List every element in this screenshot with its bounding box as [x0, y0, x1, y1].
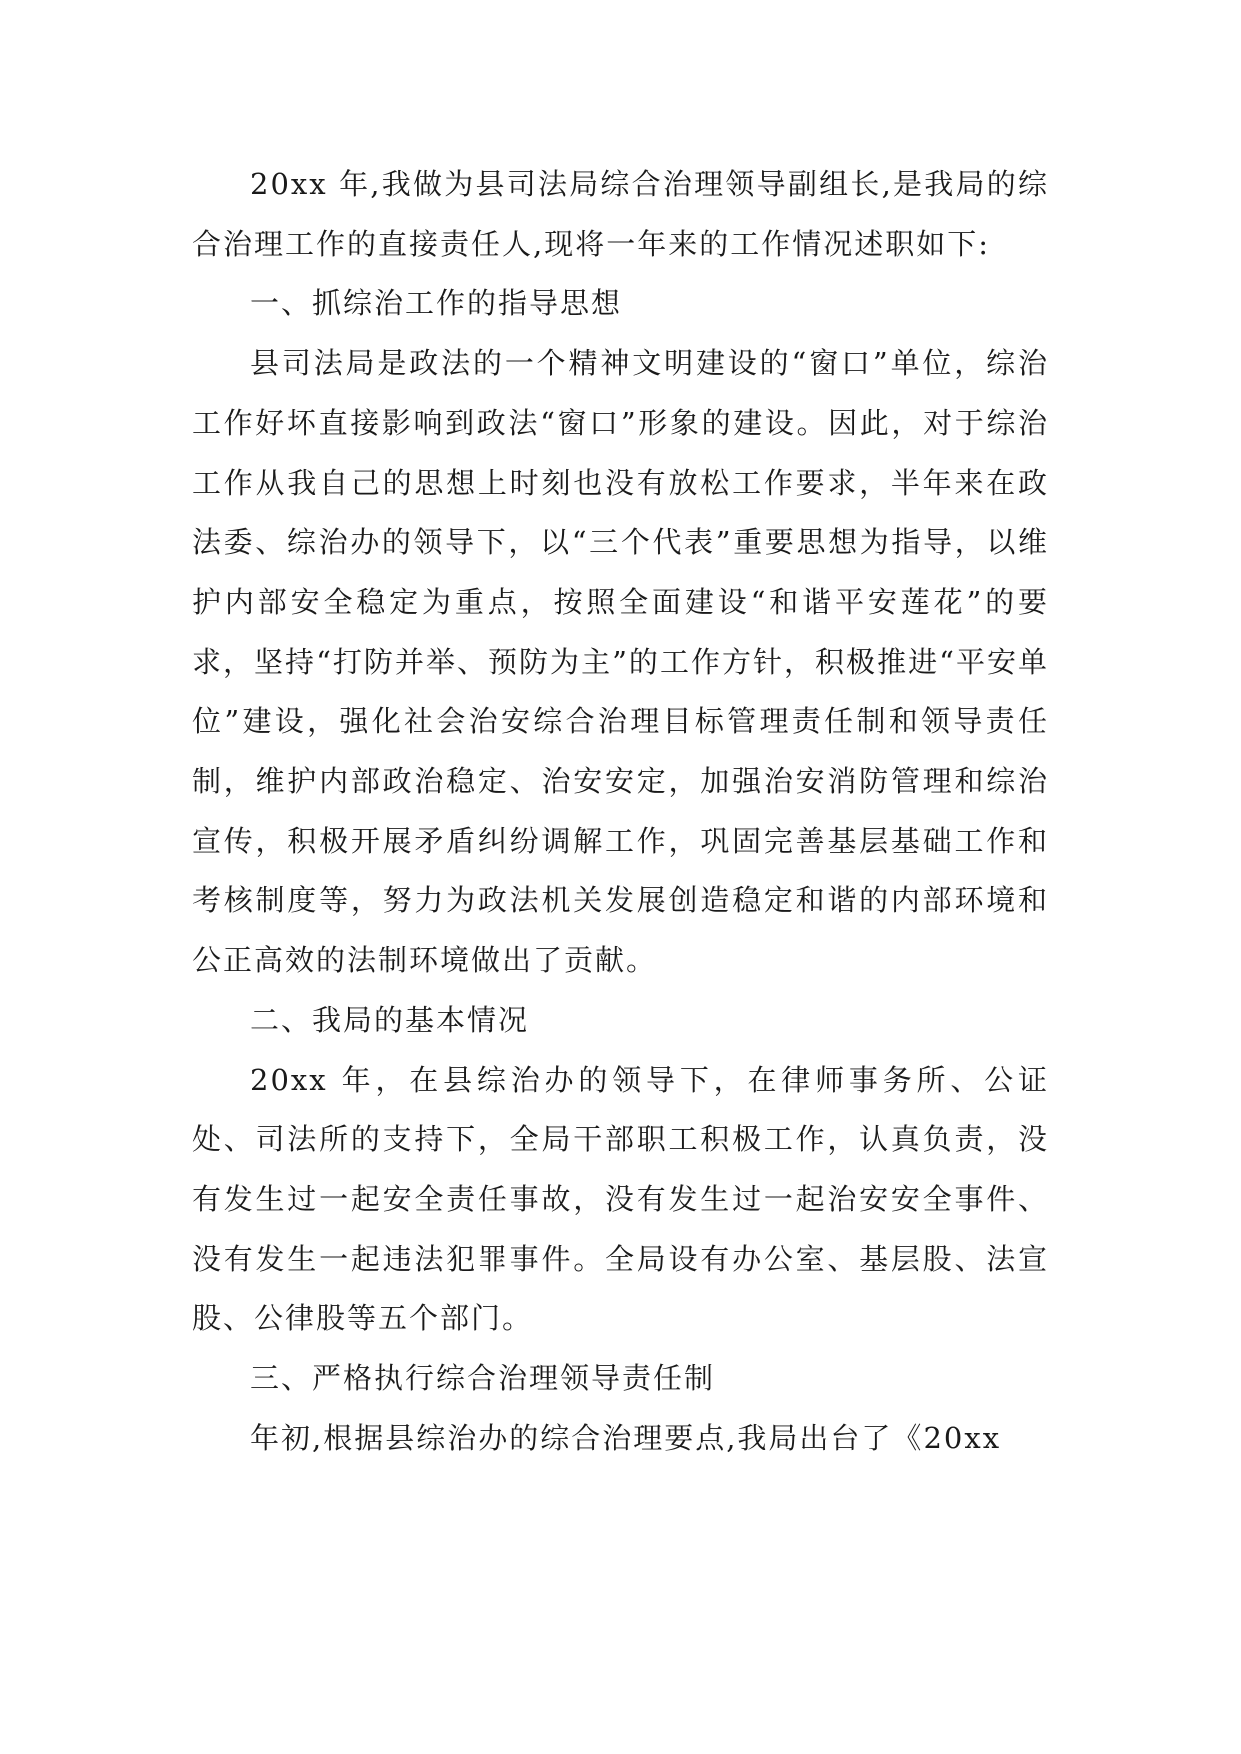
- document-page: [192, 155, 1049, 1468]
- section-2-paragraph: 20xx 年，在县综治办的领导下，在律师事务所、公证处、司法所的支持下，全局干部职工积极工作，认真负责，没有发生过一起安全责任事故，没有发生过一起治安安全事件、没有发生一起违法犯罪事件。全局设有办公室、基层股、法宣股、公律股等五个部门。: [192, 1062, 1049, 1336]
- section-3-paragraph: 年初,根据县综治办的综合治理要点,我局出台了《20xx: [250, 1420, 1002, 1455]
- section-1-paragraph: 县司法局是政法的一个精神文明建设的“窗口”单位，综治工作好坏直接影响到政法“窗口”形象的建设。因此，对于综治工作从我自己的思想上时刻也没有放松工作要求，半年来在政法委、综治办的领导下，以“三个代表”重要思想为指导，以维护内部安全稳定为重点，按照全面建设“和谐平安莲花”的要求，坚持“打防并举、预防为主”的工作方针，积极推进“平安单位”建设，强化社会治安综合治理目标管理责任制和领导责任制，维护内部政治稳定、治安安定，加强治安消防管理和综治宣传，积极开展矛盾纠纷调解工作，巩固完善基层基础工作和考核制度等，努力为政法机关发展创造稳定和谐的内部环境和公正高效的法制环境做出了贡献。: [192, 346, 1049, 978]
- intro-paragraph: 20xx 年,我做为县司法局综合治理领导副组长,是我局的综合治理工作的直接责任人,现将一年来的工作情况述职如下:: [192, 167, 1049, 261]
- section-heading-2: 二、我局的基本情况: [250, 1002, 530, 1037]
- section-heading-3: 三、严格执行综合治理领导责任制: [250, 1361, 716, 1396]
- section-heading-1: 一、抓综治工作的指导思想: [250, 286, 623, 321]
